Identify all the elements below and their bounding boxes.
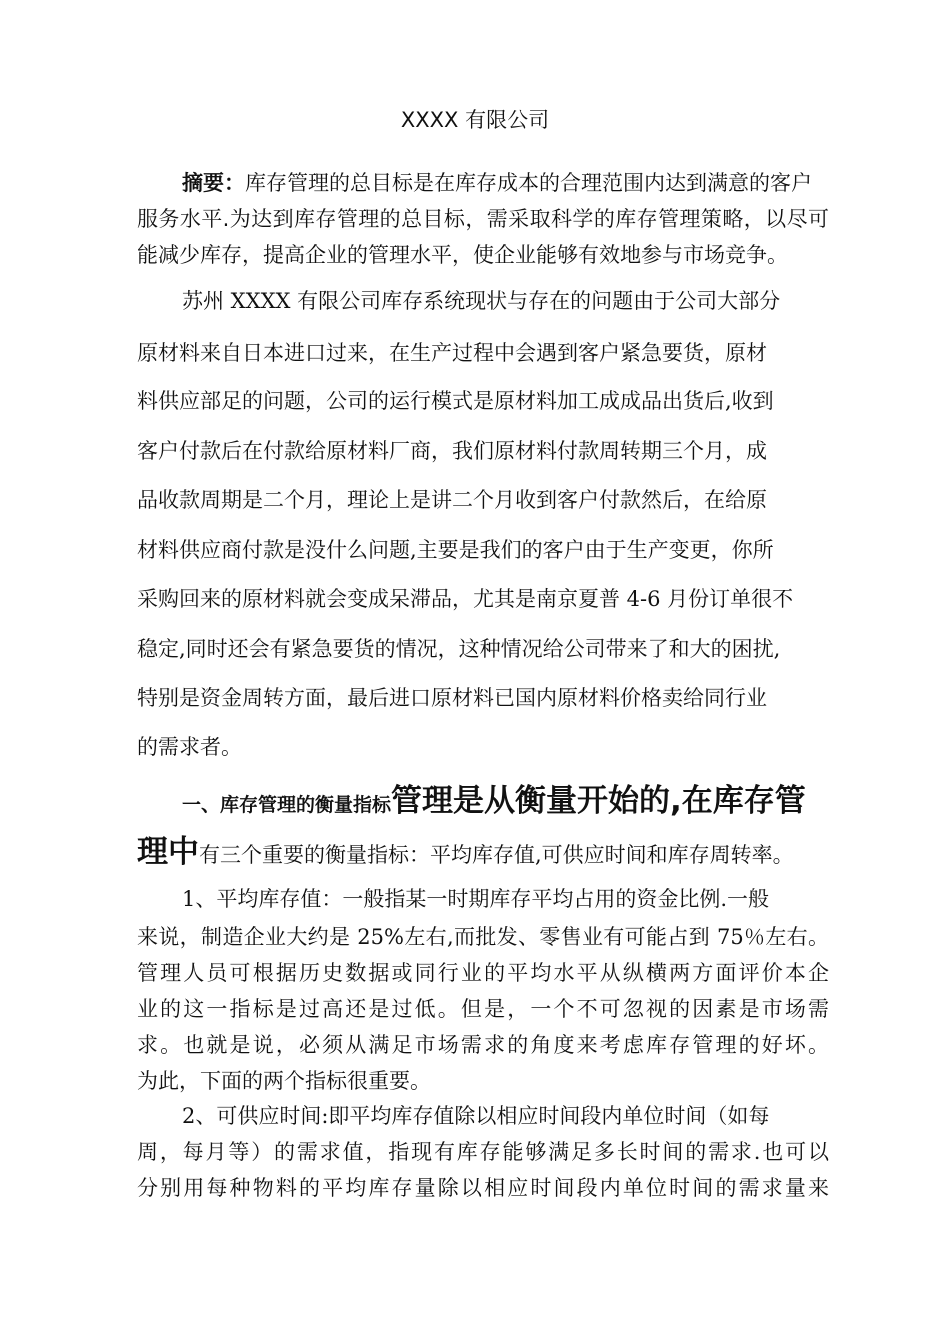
intro-line-2: 原材料来自日本进口过来，在生产过程中会遇到客户紧急要货，原材 [137,341,767,365]
intro-line-3: 料供应部足的问题，公司的运行模式是原材料加工成成品出货后,收到 [137,389,774,413]
intro-line-10: 的需求者。 [137,735,242,759]
section-1-heading-line-2 [137,830,794,877]
item-2-line-3: 分别用每种物料的平均库存量除以相应时间段内单位时间的需求量来 [137,1176,829,1200]
section-1-heading-line-1 [182,779,806,827]
section-1-big-text-1: 管理是从衡量开始的,在库存管 [391,783,806,819]
intro-line-9: 特别是资金周转方面，最后进口原材料已国内原材料价格卖给同行业 [137,686,767,710]
section-1-rest: 有三个重要的衡量指标：平均库存值,可供应时间和库存周转率。 [199,843,794,867]
item-1-line-1: 1、平均库存值：一般指某一时期库存平均占用的资金比例.一般 [182,887,770,911]
item-1-line-4: 业的这一指标是过高还是过低。但是，一个不可忽视的因素是市场需 [137,997,829,1021]
item-1-line-5: 求。也就是说，必须从满足市场需求的角度来考虑库存管理的好坏。 [137,1033,829,1057]
intro-line-4: 客户付款后在付款给原材料厂商，我们原材料付款周转期三个月，成 [137,439,767,463]
item-1-line-2: 来说，制造企业大约是 25%左右,而批发、零售业有可能占到 75％左右。 [137,925,829,949]
section-1-heading: 一、库存管理的衡量指标 [182,794,392,816]
abstract-line-3: 能减少库存，提高企业的管理水平，使企业能够有效地参与市场竞争。 [137,243,788,267]
abstract-label: 摘要： [182,171,245,195]
abstract-line-2: 服务水平.为达到库存管理的总目标，需采取科学的库存管理策略，以尽可 [137,207,829,231]
item-1-line-3: 管理人员可根据历史数据或同行业的平均水平从纵横两方面评价本企 [137,961,829,985]
item-1-line-6: 为此，下面的两个指标很重要。 [137,1069,431,1093]
item-2-line-2: 周，每月等）的需求值，指现有库存能够满足多长时间的需求.也可以 [137,1140,829,1164]
intro-line-8: 稳定,同时还会有紧急要货的情况，这种情况给公司带来了和大的困扰, [137,637,781,661]
document-title: XXXX 有限公司 [400,108,550,132]
intro-line-7: 采购回来的原材料就会变成呆滞品，尤其是南京夏普 4-6 月份订单很不 [137,587,794,611]
section-1-big-text-2: 理中 [137,834,199,870]
intro-line-5: 品收款周期是二个月，理论上是讲二个月收到客户付款然后，在给原 [137,488,767,512]
abstract-text-1: 库存管理的总目标是在库存成本的合理范围内达到满意的客户 [245,171,812,195]
item-2-line-1: 2、可供应时间:即平均库存值除以相应时间段内单位时间（如每 [182,1104,770,1128]
abstract-line-1 [182,168,812,198]
intro-line-6: 材料供应商付款是没什么问题,主要是我们的客户由于生产变更，你所 [137,538,774,562]
intro-line-1: 苏州 XXXX 有限公司库存系统现状与存在的问题由于公司大部分 [182,289,781,313]
